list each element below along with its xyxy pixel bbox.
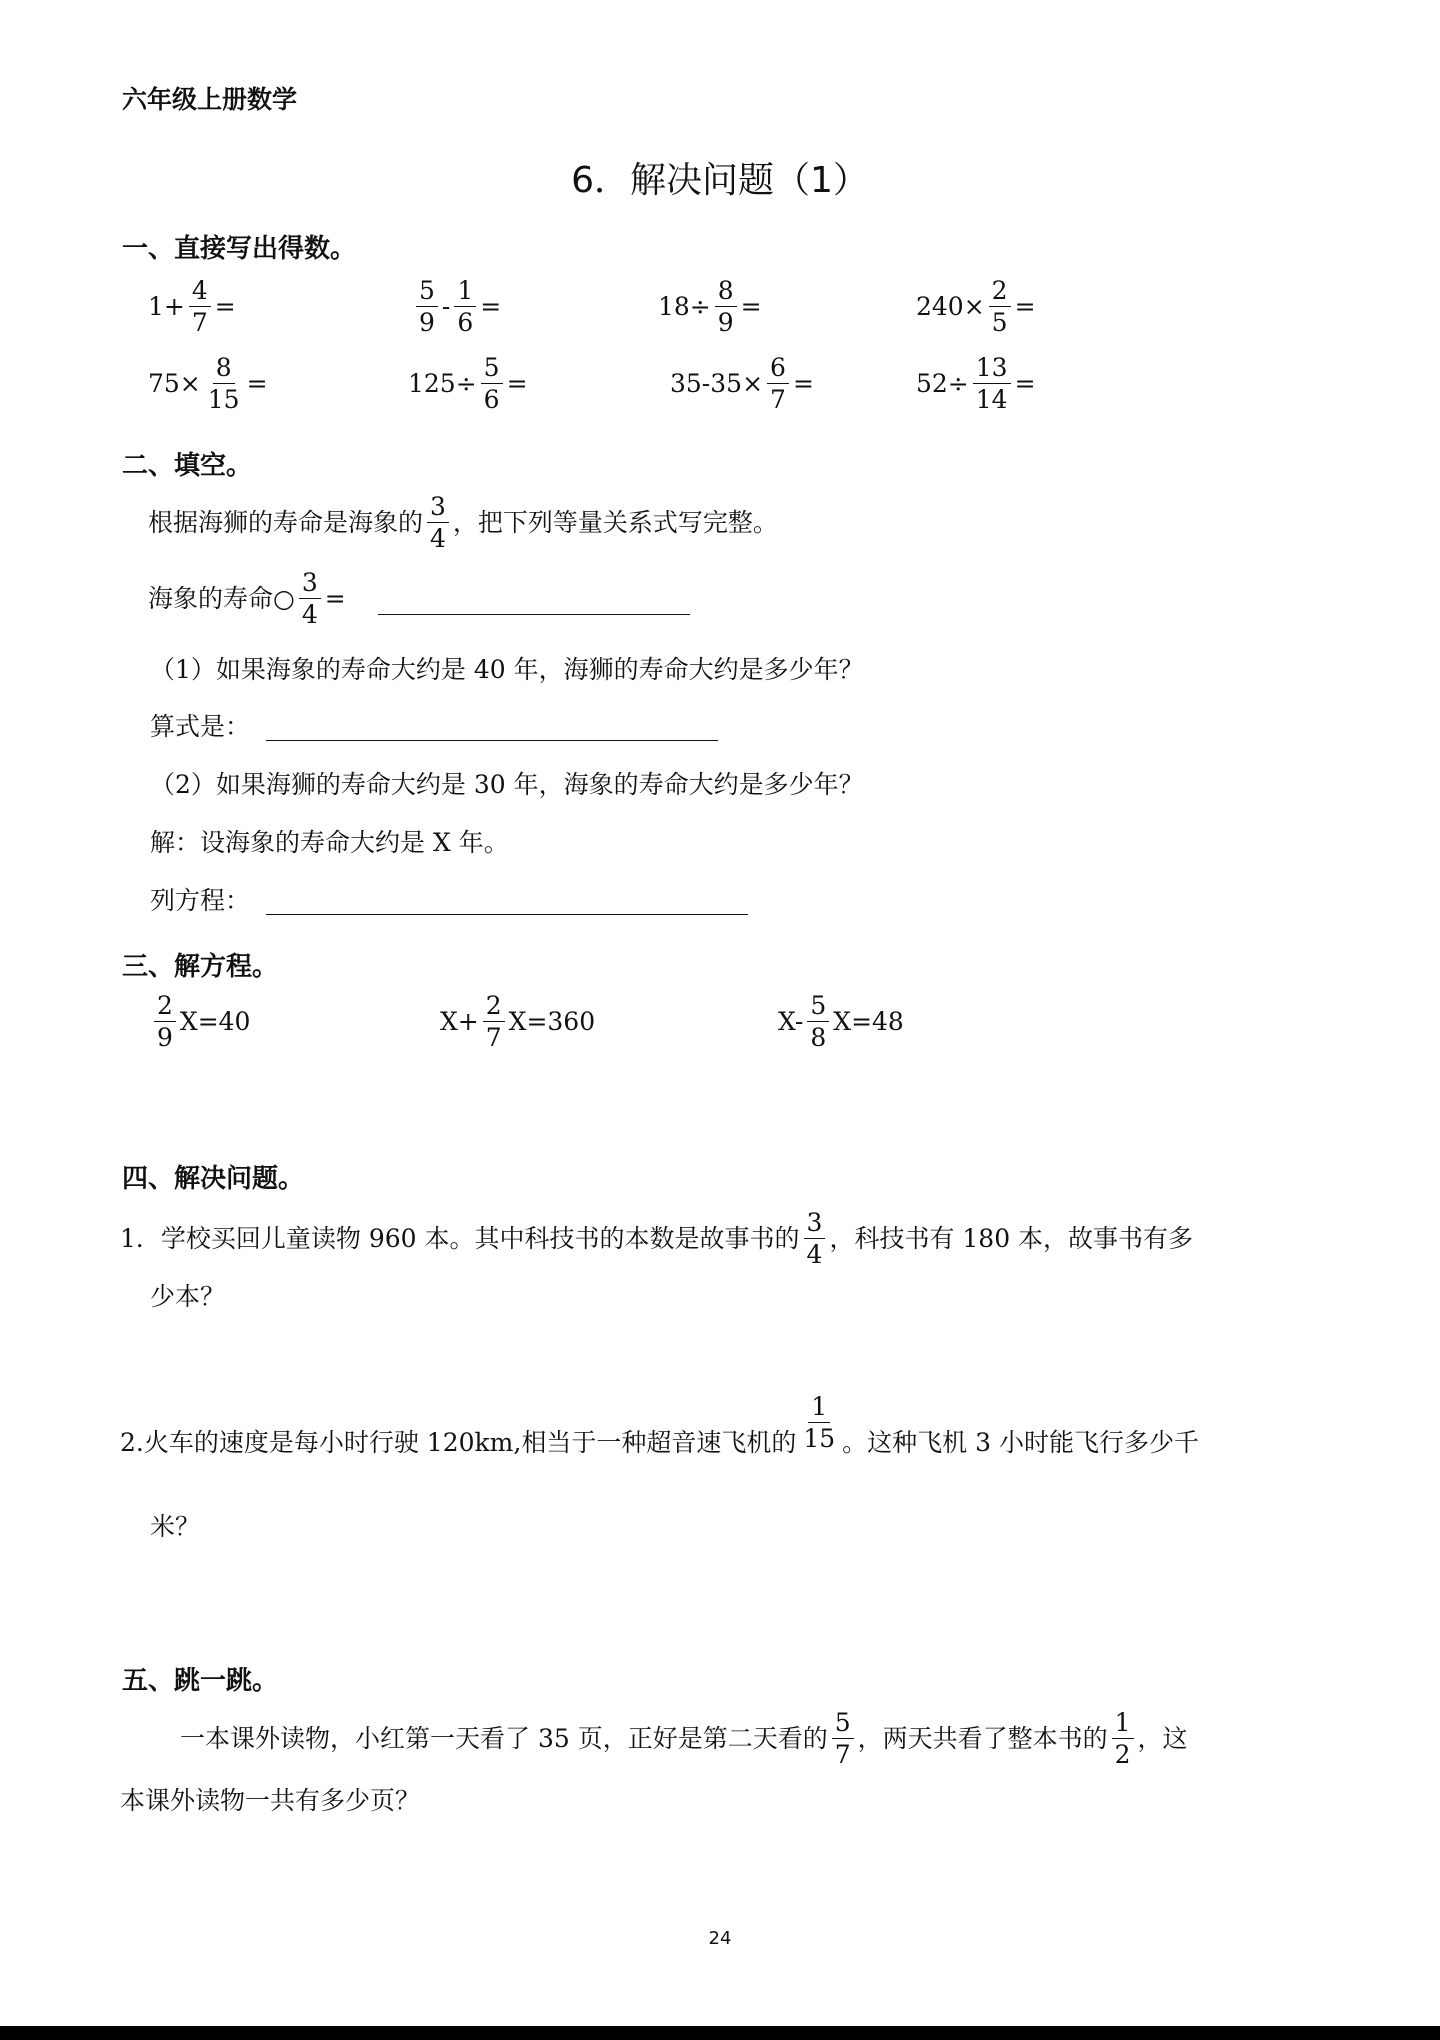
section-4-heading: 四、解决问题。	[122, 1164, 305, 1194]
section-2-heading: 二、填空。	[122, 451, 253, 481]
challenge-problem: 一本课外读物，小红第一天看了 35 页，正好是第二天看的 $\frac{5}{7}$ ，两天共看了整本书的 $\frac{1}{2}$ ，这	[180, 1708, 1188, 1769]
section-1-heading: 一、直接写出得数。	[122, 234, 357, 264]
section-5-heading: 五、跳一跳。	[122, 1666, 279, 1696]
equation-item: X- $\frac{5}{8}$ X=48	[778, 991, 904, 1052]
fraction: $\frac{1}{6}$	[454, 278, 476, 335]
question-2: （2）如果海狮的寿命大约是 30 年，海象的寿命大约是多少年？	[150, 770, 864, 799]
calc-item: 240× $\frac{2}{5}$ =	[916, 276, 1036, 337]
problem-1: 1．学校买回儿童读物 960 本。其中科技书的本数是故事书的 $\frac{3}{4}$ ，科技书有 180 本，故事书有多	[120, 1208, 1194, 1269]
formula-blank[interactable]	[266, 740, 718, 741]
calc-item: 35-35× $\frac{6}{7}$ =	[670, 353, 814, 414]
formula-label: 算式是：	[150, 712, 251, 741]
fraction: $\frac{13}{14}$	[973, 355, 1011, 412]
fraction: $\frac{5}{8}$	[807, 993, 829, 1050]
fill-intro: 根据海狮的寿命是海象的 $\frac{3}{4}$ ，把下列等量关系式写完整。	[148, 492, 778, 553]
fraction: $\frac{6}{7}$	[767, 355, 789, 412]
fraction: $\frac{2}{9}$	[154, 993, 176, 1050]
problem-2-cont: 米？	[150, 1512, 201, 1541]
calc-item: 18÷ $\frac{8}{9}$ =	[658, 276, 762, 337]
equation-label: 列方程：	[150, 886, 251, 915]
fraction: $\frac{8}{15}$	[207, 353, 240, 414]
calc-item: 1+ $\frac{4}{7}$ =	[148, 276, 236, 337]
equation-item: X+ $\frac{2}{7}$ X=360	[440, 991, 596, 1052]
fraction: $\frac{1}{2}$	[1112, 1710, 1134, 1767]
fraction: $\frac{2}{7}$	[483, 993, 505, 1050]
fraction: $\frac{5}{7}$	[832, 1710, 854, 1767]
fraction: $\frac{5}{9}$	[416, 278, 438, 335]
solve-statement: 解：设海象的寿命大约是 X 年。	[150, 828, 509, 857]
page-title: 6．解决问题（1）	[571, 160, 869, 201]
fraction: $\frac{5}{6}$	[481, 355, 503, 412]
fraction: $\frac{4}{7}$	[189, 278, 211, 335]
answer-blank[interactable]	[378, 614, 690, 615]
fraction: $\frac{3}{4}$	[299, 570, 321, 627]
calc-item: 52÷ $\frac{13}{14}$ =	[916, 353, 1036, 414]
fraction: $\frac{8}{9}$	[715, 278, 737, 335]
problem-2: 2.火车的速度是每小时行驶 120km,相当于一种超音速飞机的 $\frac{1}{15}$ 。这种飞机 3 小时能飞行多少千	[120, 1392, 1199, 1457]
question-1: （1）如果海象的寿命大约是 40 年，海狮的寿命大约是多少年？	[150, 655, 864, 684]
page-number: 24	[708, 1928, 732, 1949]
fraction: $\frac{3}{4}$	[427, 494, 449, 551]
problem-1-cont: 少本？	[150, 1282, 226, 1311]
calc-item: 75× $\frac{8}{15}$ =	[148, 353, 268, 414]
relation-expression: 海象的寿命○ $\frac{3}{4}$ =	[148, 568, 346, 629]
grade-label: 六年级上册数学	[122, 85, 298, 114]
equation-item: $\frac{2}{9}$ X=40	[150, 993, 250, 1050]
calc-item: $\frac{5}{9}$ - $\frac{1}{6}$ =	[412, 278, 501, 335]
challenge-problem-cont: 本课外读物一共有多少页？	[120, 1786, 421, 1815]
section-3-heading: 三、解方程。	[122, 952, 279, 982]
fraction: $\frac{3}{4}$	[804, 1210, 826, 1267]
fraction: $\frac{2}{5}$	[989, 278, 1011, 335]
fraction: $\frac{1}{15}$	[803, 1392, 836, 1453]
bottom-edge-bar	[0, 2026, 1440, 2040]
equation-blank[interactable]	[266, 914, 748, 915]
calc-item: 125÷ $\frac{5}{6}$ =	[408, 353, 528, 414]
